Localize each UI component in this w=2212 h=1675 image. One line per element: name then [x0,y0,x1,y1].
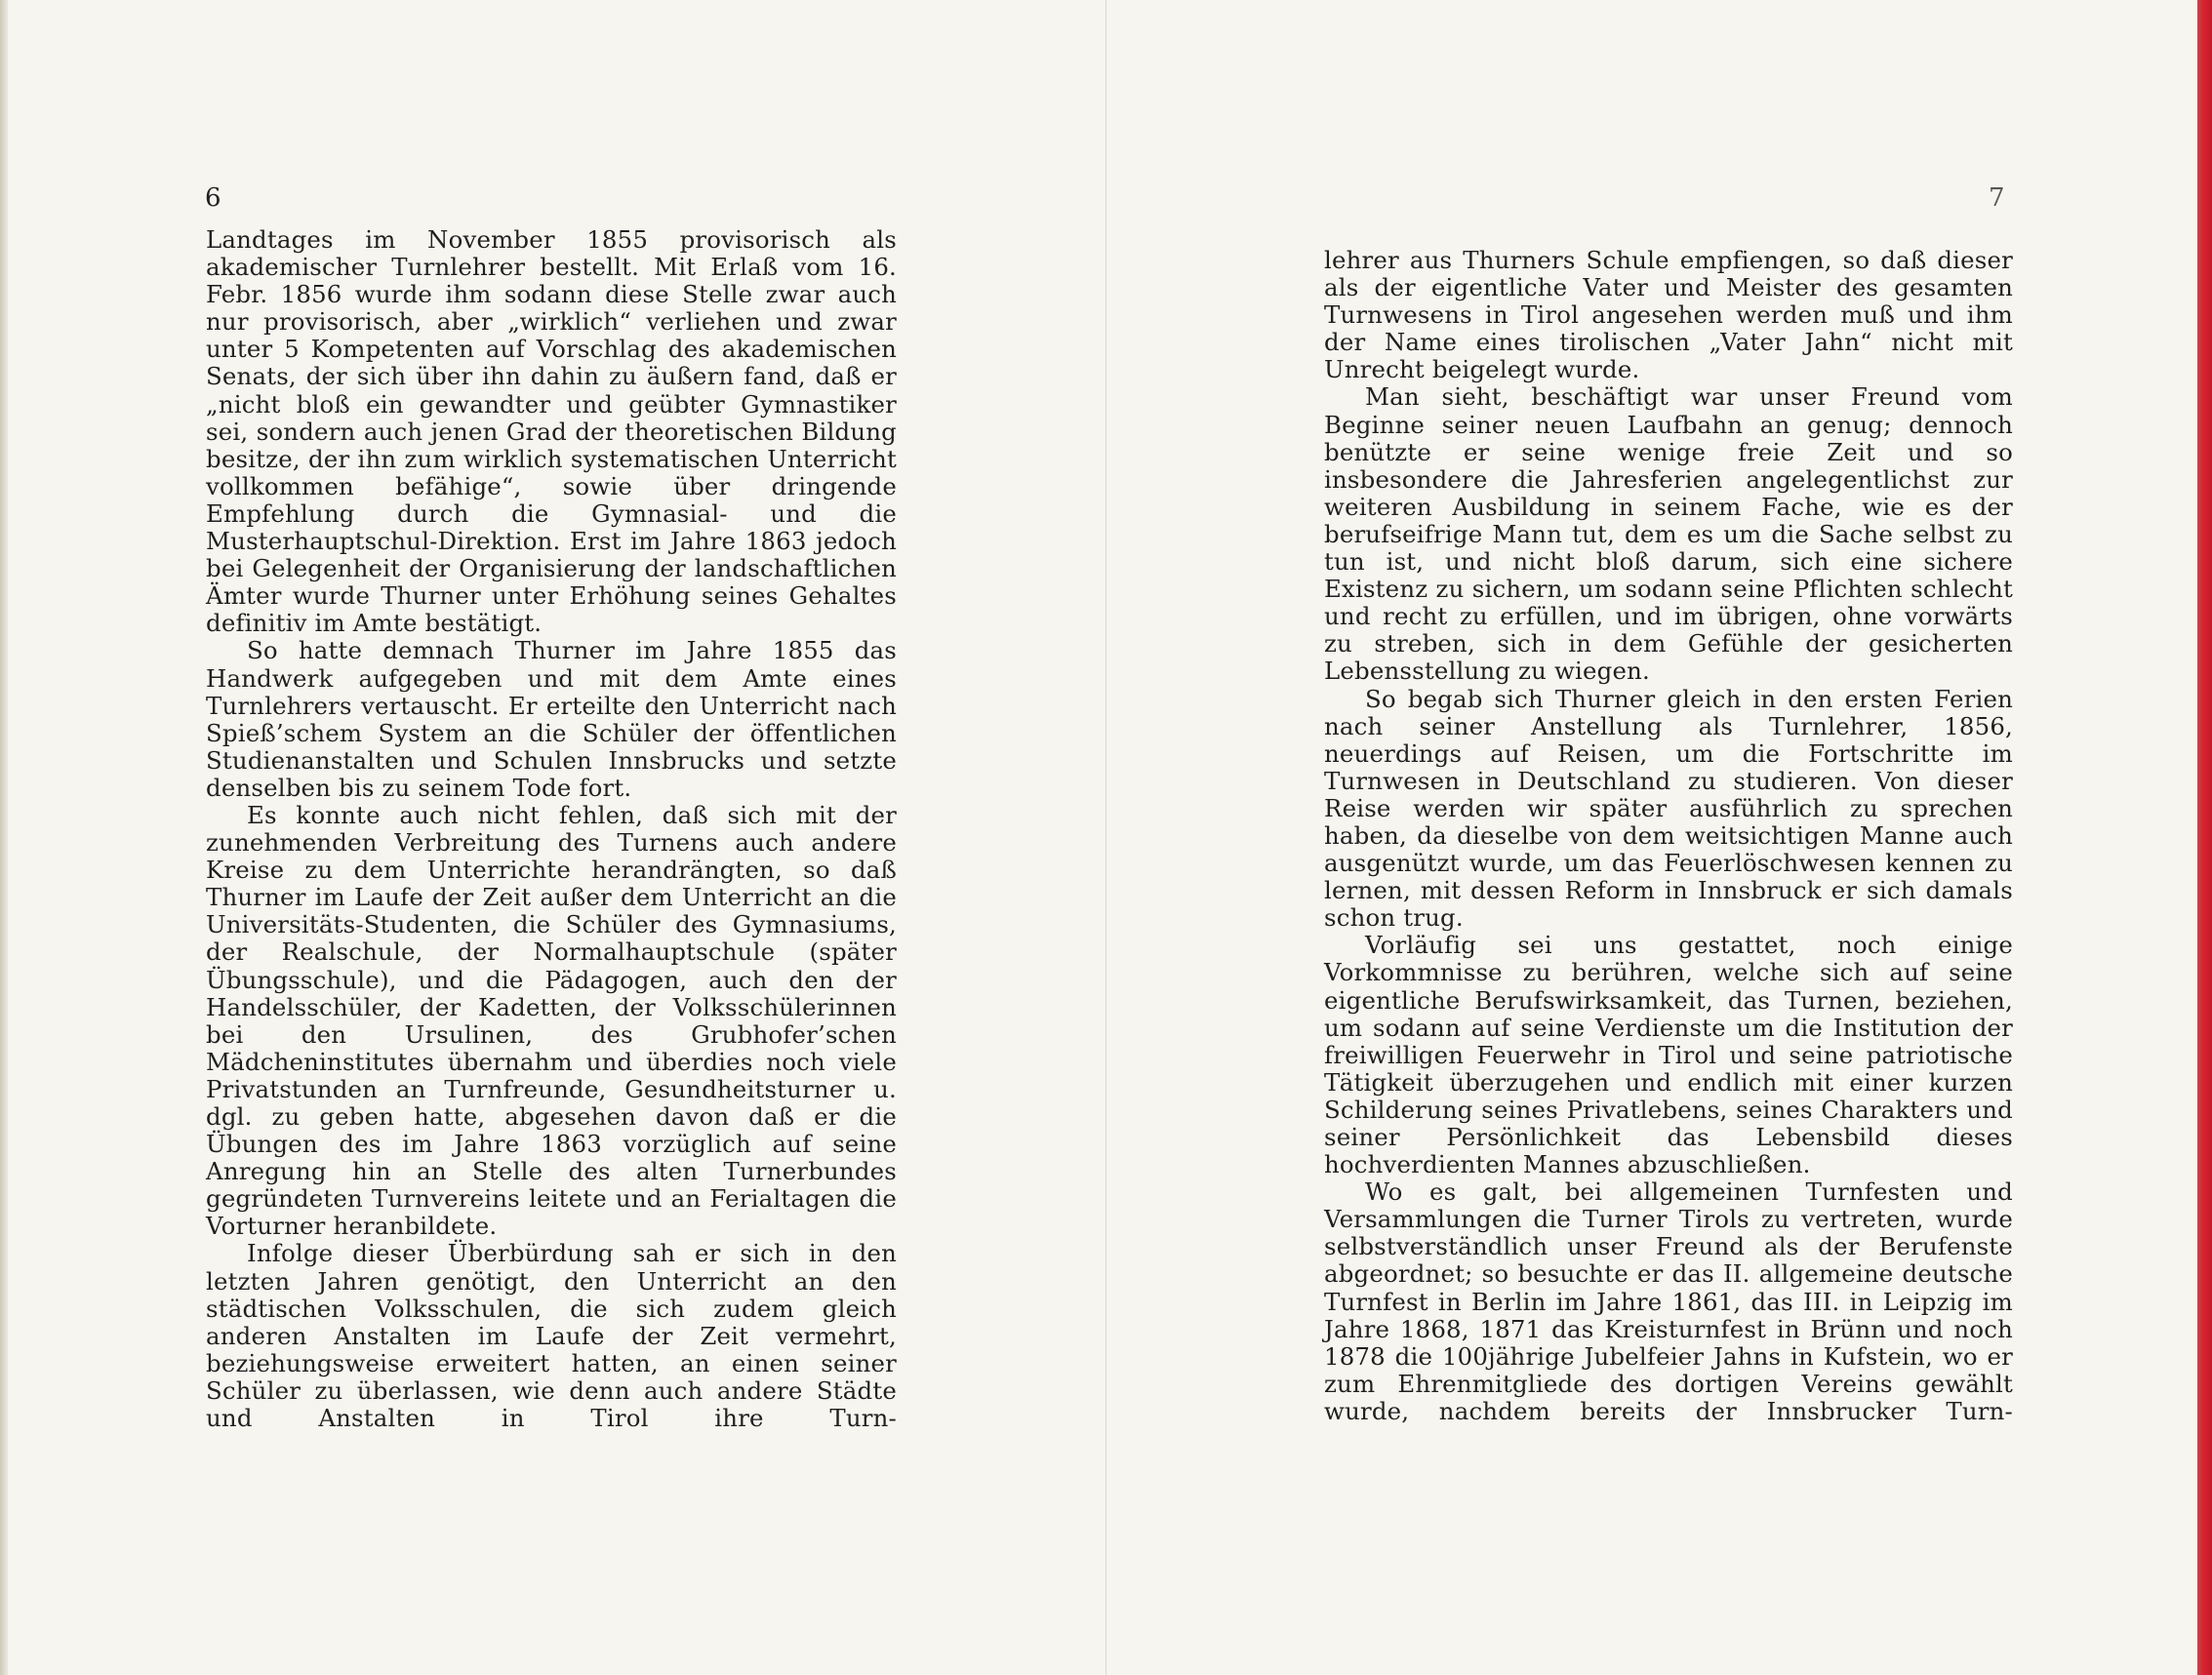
paragraph-r3: So begab sich Thurner gleich in den ersten Ferien nach seiner Anstellung als Turnlehrer, 1856, neuerdings auf Reisen, um die Fortschritte im Turnwesen in Deutschland zu studieren. Von dieser Reise werden wir später ausführlich zu sprechen haben, da dieselbe von dem weitsichtigen Manne auch ausgenützt wurde, um das Feuerlöschwesen kennen zu lernen, mit dessen Reform in Innsbruck er sich damals schon trug. [1324,684,2013,933]
book-cover-edge [2197,0,2212,1675]
paragraph-r4: Vorläufig sei uns gestattet, noch einige Vorkommnisse zu berühren, welche sich auf seine eigentliche Berufswirksamkeit, das Turnen, beziehen, um sodann auf seine Verdienste um die Institution der freiwilligen Feuerwehr in Tirol und seine patriotische Tätigkeit überzugehen und endlich mit einer kurzen Schilderung seines Privatlebens, seines Charakters und seiner Persönlichkeit das Lebensbild dieses hochverdienten Mannes abzuschließen. [1324,931,2013,1179]
paragraph-r5: Wo es galt, bei allgemeinen Turnfesten und Versammlungen die Turner Tirols zu vertreten, wurde selbstverständlich unser Freund als der Berufenste abgeordnet; so besuchte er das II. allgemeine deutsche Turnfest in Berlin im Jahre 1861, das III. in Leipzig im Jahre 1868, 1871 das Kreisturnfest in Brünn und noch 1878 die 100jährige Jubelfeier Jahns in Kufstein, wo er zum Ehrenmitgliede des dortigen Vereins gewählt wurde, nachdem bereits der Innsbrucker Turn- [1324,1177,2013,1425]
paragraph-r1: lehrer aus Thurners Schule empfiengen, so daß dieser als der eigentliche Vater und Meister des gesamten Turnwesens in Tirol angesehen werden muß und ihm der Name eines tirolischen „Vater Jahn“ nicht mit Unrecht beigelegt wurde. [1324,246,2013,384]
paragraph-l4: Infolge dieser Überbürdung sah er sich in den letzten Jahren genötigt, den Unterricht an den städtischen Volksschulen, die sich zudem gleich anderen Anstalten im Laufe der Zeit vermehrt, beziehungsweise erweitert hatten, an einen seiner Schüler zu überlassen, wie denn auch andere Städte und Anstalten in Tirol ihre Turn- [206,1239,897,1433]
paragraph-l3: Es konnte auch nicht fehlen, daß sich mit der zunehmenden Verbreitung des Turnens auch andere Kreise zu dem Unterrichte herandrängten, so daß Thurner im Laufe der Zeit außer dem Unterricht an die Universitäts-Studenten, die Schüler des Gymnasiums, der Realschule, der Normalhauptschule (später Übungsschule), und die Pädagogen, auch den der Handelsschüler, der Kadetten, der Volksschülerinnen bei den Ursulinen, des Grubhofer’schen Mädcheninstitutes übernahm und überdies noch viele Privatstunden an Turnfreunde, Gesundheitsturner u. dgl. zu geben hatte, abgesehen davon daß er die Übungen des im Jahre 1863 vorzüglich auf seine Anregung hin an Stelle des alten Turnerbundes gegründeten Turnvereins leitete und an Ferialtagen die Vorturner heranbildete. [206,800,897,1241]
paragraph-r2: Man sieht, beschäftigt war unser Freund vom Beginne seiner neuen Laufbahn an genug; dennoch benützte er seine wenige freie Zeit und so insbesondere die Jahresferien angelegentlichst zur weiteren Ausbildung in seinem Fache, wie es der berufseifrige Mann tut, dem es um die Sache selbst zu tun ist, und nicht bloß darum, sich eine sichere Existenz zu sichern, um sodann seine Pflichten schlecht und recht zu erfüllen, und im übrigen, ohne vorwärts zu streben, sich in dem Gefühle der gesicherten Lebensstellung zu wiegen. [1324,382,2013,686]
right-page [1106,0,2197,1675]
paragraph-l2: So hatte demnach Thurner im Jahre 1855 das Handwerk aufgegeben und mit dem Amte eines Turnlehrers vertauscht. Er erteilte den Unterricht nach Spieß’schem System an die Schüler der öffentlichen Studienanstalten und Schulen Innsbrucks und setzte denselben bis zu seinem Tode fort. [206,636,897,802]
page-number-right: 7 [1989,183,2005,213]
left-page-body [206,226,897,1432]
right-page-body [1324,247,2013,1425]
book-edge-left [0,0,8,1675]
paragraph-l1: Landtages im November 1855 provisorisch als akademischer Turnlehrer bestellt. Mit Erlaß vom 16. Febr. 1856 wurde ihm sodann diese Stelle zwar auch nur provisorisch, aber „wirklich“ verliehen und zwar unter 5 Kompetenten auf Vorschlag des akademischen Senats, der sich über ihn dahin zu äußern fand, daß er „nicht bloß ein gewandter und geübter Gymnastiker sei, sondern auch jenen Grad der theoretischen Bildung besitze, der ihn zum wirklich systematischen Unterricht vollkommen befähige“, sowie über dringende Empfehlung durch die Gymnasial- und die Musterhauptschul-Direktion. Erst im Jahre 1863 jedoch bei Gelegenheit der Organisierung der landschaftlichen Ämter wurde Thurner unter Erhöhung seines Gehaltes definitiv im Amte bestätigt. [206,225,897,638]
page-number-left: 6 [205,183,221,213]
